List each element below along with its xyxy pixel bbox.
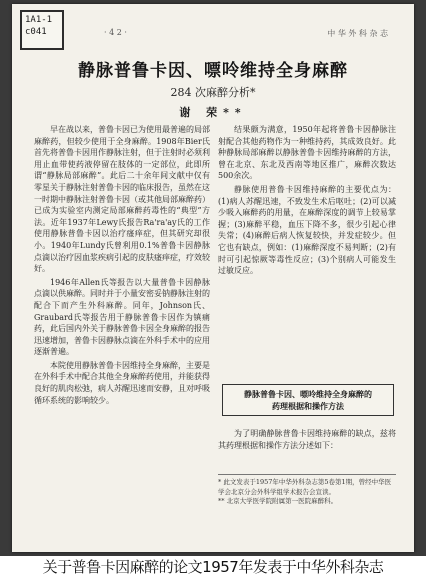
stamp-line-2: c041 bbox=[25, 27, 47, 37]
section-heading-line: 药理根据和操作方法 bbox=[272, 401, 344, 411]
paragraph: 静脉使用普鲁卡因维持麻醉的主要优点为：(1)病人苏醒迅速，不致发生术后呕吐；(2)可以减少吸入麻醉药的用量，在麻醉深度的调节上较易掌握；(3)麻醉平稳，血压下降不多，很少引起心律失常；(4)麻醉后病人恢复较快，并发症较少。但它也有缺点，例如：(1)麻醉深度不易判断；(2)有时可引起惊厥等毒性反应；(3)个别病人可能发生过敏反应。 bbox=[218, 184, 396, 276]
left-column bbox=[34, 124, 210, 544]
right-column bbox=[218, 124, 396, 374]
footnote: * 此文发表于1957年中华外科杂志第5卷第1期，曾经中华医学会北京分会外科学组学术报告会宣读。 bbox=[218, 478, 392, 496]
stamp-line-1: 1A1-1 bbox=[25, 15, 53, 25]
paragraph: 本院使用静脉普鲁卡因维持全身麻醉，主要是在外科手术中配合其他全身麻醉药使用，并能获得良好的肌肉松弛，病人苏醒迅速而安静，且对呼吸循环系统的影响较少。 bbox=[34, 360, 210, 405]
footnote: ** 北京大学医学院附属第一医院麻醉科。 bbox=[218, 497, 338, 505]
paragraph: 结果颇为满意，1950年起将普鲁卡因静脉注射配合其他药物作为一种维持药，其成效良好。此种静脉局部麻醉以静脉普鲁卡因维持麻醉的方法，曾在北京、东北及西南等地区推广，麻醉次数达500余次。 bbox=[218, 125, 396, 181]
paragraph: 早在战以来，普鲁卡因已为使用最普遍的局部麻醉药，但较少使用于全身麻醉。1908年Bier氏首先将普鲁卡因用作静脉注射，但于注射时必须利用止血带使药液停留在肢体的一定部位，此即所谓“静脉局部麻醉”。此后二十余年间文献中仅有零星关于静脉注射普鲁卡因的临床报告，虽然在这一时期中静脉注射普鲁卡因（或其他局部麻醉药）已成为实验室内测定局部麻醉药毒性的“典型”方法。近年1937年Lewy氏报告Ra'ra'ay氏的工作使用静脉普鲁卡因以治疗瘙痒症，但其研究却很小。1940年Lundy氏曾利用0.1%普鲁卡因静脉点滴以治疗因血浆疾病引起的皮肤瘙痒症，疗效较好。 bbox=[34, 125, 210, 274]
footnotes bbox=[218, 474, 396, 546]
article-title: 静脉普鲁卡因、嘌呤维持全身麻醉 bbox=[78, 61, 348, 81]
section-heading-line: 静脉普鲁卡因、嘌呤维持全身麻醉的 bbox=[244, 389, 372, 399]
paragraph: 1946年Allen氏等报告以大量普鲁卡因静脉点滴以供麻醉。同时并于小量安密妥钠静脉注射的配合下而产生外科麻醉。同年，Johnson氏、Graubard氏等报告用于静脉普鲁卡因作为镇痛药，此后国内外关于静脉普鲁卡因全身麻醉的报告迅速增加，普鲁卡因静脉点滴在外科手术中的应用逐渐普遍。 bbox=[34, 277, 210, 357]
section-intro bbox=[218, 428, 396, 451]
page-number: · 4 2 · bbox=[104, 28, 127, 37]
image-caption: 关于普鲁卡因麻醉的论文1957年发表于中华外科杂志 bbox=[0, 556, 426, 579]
article-author: 谢 荣** bbox=[179, 106, 247, 119]
journal-running-head: 中 华 外 科 杂 志 bbox=[327, 29, 388, 38]
article-subtitle: 284 次麻醉分析* bbox=[170, 86, 256, 99]
library-stamp bbox=[20, 10, 64, 50]
section-heading-box bbox=[222, 384, 394, 416]
paragraph: 为了明确静脉普鲁卡因维持麻醉的缺点，兹将其药理根据和操作方法分述如下： bbox=[218, 429, 396, 450]
journal-page bbox=[12, 4, 414, 552]
